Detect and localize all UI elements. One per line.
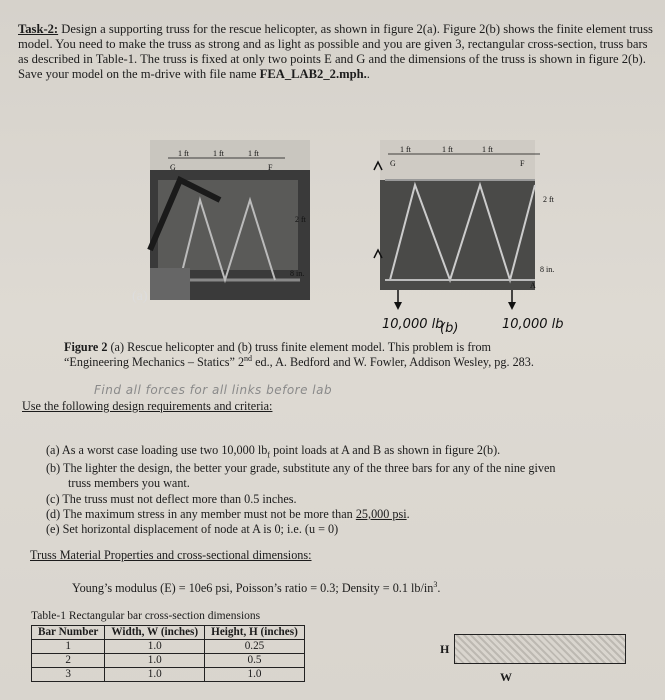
handwritten-note: Find all forces for all links before lab <box>94 383 333 397</box>
requirements-heading: Use the following design requirements and criteria: <box>22 399 273 413</box>
table-cell: 1.0 <box>105 654 205 668</box>
dim-b-3: 1 ft <box>482 145 493 154</box>
table-header: Bar Number <box>32 626 105 640</box>
table-header-row <box>32 626 305 640</box>
table-cell: 0.25 <box>205 640 305 654</box>
materials-text: Young’s modulus (E) = 10e6 psi, Poisson’s ratio = 0.3; Density = 0.1 $lb/in^3$. <box>72 580 441 596</box>
node-b-a: A <box>530 281 536 290</box>
task-label: Task-2: <box>18 22 59 36</box>
requirement-d: (d) The maximum stress in any member must not be more than 25,000 psi. <box>46 507 410 522</box>
section-w-label: W <box>500 670 512 684</box>
dim-a-1: 1 ft <box>178 149 189 158</box>
table-header: Width, W (inches) <box>105 626 205 640</box>
dim-b-1: 1 ft <box>400 145 411 154</box>
figure-caption <box>64 340 534 370</box>
table-row <box>32 640 305 654</box>
figure-2a-label: (a) <box>132 289 148 304</box>
caption-text-end: ed., A. Bedford and W. Fowler, Addison Wesley, pg. 283. <box>252 355 534 370</box>
dim-a-vertical: 2 ft <box>295 215 306 224</box>
table-cell: 3 <box>32 668 105 682</box>
dim-b-vertical: 2 ft <box>543 195 554 204</box>
table-cell: 1.0 <box>105 640 205 654</box>
node-b-f: F <box>520 159 525 168</box>
dim-a-2: 1 ft <box>213 149 224 158</box>
caption-label: Figure 2 <box>64 340 108 354</box>
requirement-e: (e) Set horizontal displacement of node at A is 0; i.e. (u = 0) <box>46 522 339 537</box>
table-title: Table-1 Rectangular bar cross-section dimensions <box>31 610 261 622</box>
requirement-a: (a) As a worst case loading use two 10,000 $lb_f$ point loads at A and B as shown in figure 2(b). <box>46 443 501 460</box>
dim-a-small: 8 in. <box>290 269 305 278</box>
table-cell: 2 <box>32 654 105 668</box>
load-right-label: 10,000 lb <box>502 317 564 332</box>
figure-2 <box>132 140 620 340</box>
task-text: Design a supporting truss for the rescue helicopter, as shown in figure 2(a). Figure 2(b) shows the finite element truss model. You need to make the truss as strong and as light as possible and you are given 3, rectangular cross-section, truss bars as described in Table-1. The truss is fixed at only two points E and G and the dimensions of the truss is shown in figure 2(b). Save your model on the m-drive with file name <box>18 22 653 81</box>
requirement-c: (c) The truss must not deflect more than 0.5 inches. <box>46 491 297 506</box>
table-header: Height, H (inches) <box>205 626 305 640</box>
dim-b-small: 8 in. <box>540 265 555 274</box>
section-h-label: H <box>440 642 450 656</box>
dim-a-3: 1 ft <box>248 149 259 158</box>
node-b-g: G <box>390 159 396 168</box>
caption-text: (a) Rescue helicopter and (b) truss finite element model. This problem is from “Engineering Mechanics – Statics” 2 <box>64 340 492 370</box>
figure-2b-loads <box>382 290 563 336</box>
table-cell: 1.0 <box>105 668 205 682</box>
table-cell: 1 <box>32 640 105 654</box>
table-row <box>32 654 305 668</box>
table-cell: 0.5 <box>205 654 305 668</box>
task-filename: FEA_LAB2_2.mph. <box>259 66 367 81</box>
requirement-b: (b) The lighter the design, the better your grade, substitute any of the three bars for any of the nine given <box>46 460 556 475</box>
task-text-end: . <box>366 66 370 81</box>
node-a-g: G <box>170 163 176 172</box>
dim-b-2: 1 ft <box>442 145 453 154</box>
materials-heading: Truss Material Properties and cross-sectional dimensions: <box>30 548 312 562</box>
cross-section-rect <box>454 634 626 664</box>
load-left-label: 10,000 lb <box>382 317 444 332</box>
node-a-f: F <box>268 163 273 172</box>
table-row <box>32 668 305 682</box>
task-paragraph <box>18 22 653 81</box>
requirement-b-cont: truss members you want. <box>68 476 190 491</box>
table-cell: 1.0 <box>205 668 305 682</box>
figure-2b-label: (b) <box>440 321 459 336</box>
bar-dimensions-table <box>31 625 305 682</box>
requirements-list <box>46 443 636 538</box>
cross-section-sketch <box>440 630 640 690</box>
figure-2b-truss <box>374 140 535 290</box>
caption-sup: nd <box>244 354 253 364</box>
